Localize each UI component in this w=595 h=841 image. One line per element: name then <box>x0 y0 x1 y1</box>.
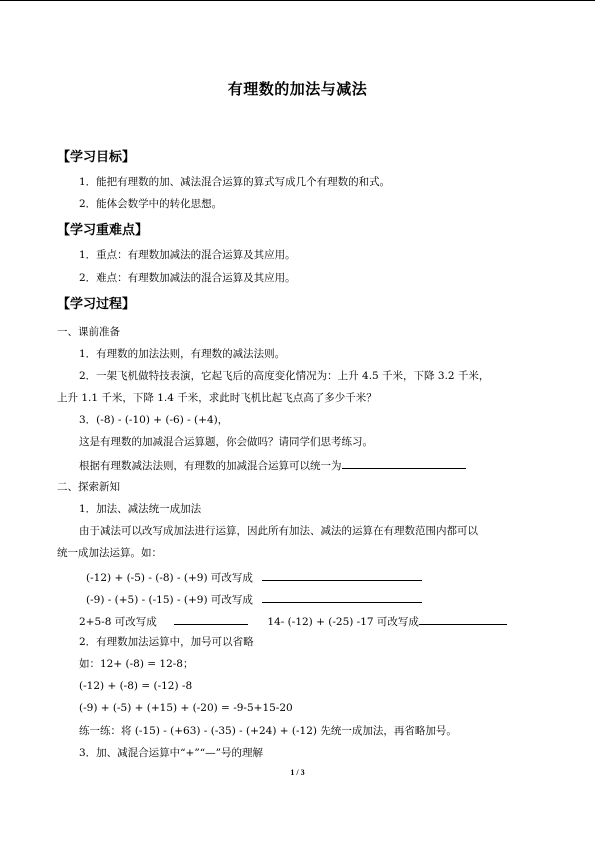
example-3-text: 2+5-8 可改写成 <box>79 616 157 628</box>
part2-sub1: 1．加法、减法统一成加法 <box>79 503 202 515</box>
example-2-text: (-9) - (+5) - (-15) - (+9) 可改写成 <box>86 594 253 606</box>
part2-sub1-line1: 由于减法可以改写成加法进行运算，因此所有加法、减法的运算在有理数范围内都可以 <box>79 525 478 537</box>
example-4-blank[interactable] <box>419 613 507 625</box>
practice-line: 练一练：将 (-15) - (+63) - (-35) - (+24) + (-12) 先统一成加法，再省略加号。 <box>79 725 457 737</box>
example-1-blank[interactable] <box>262 569 422 581</box>
key-item-2: 2．难点：有理数加减法的混合运算及其应用。 <box>79 272 296 284</box>
part2-sub2-ex2: (-12) + (-8) = (-12) -8 <box>79 680 193 692</box>
section-heading-key-points: 【学习重难点】 <box>57 223 149 238</box>
example-3-blank[interactable] <box>174 613 248 625</box>
part1-heading: 一、课前准备 <box>57 326 120 338</box>
section-heading-process: 【学习过程】 <box>57 297 136 312</box>
example-1-text: (-12) + (-5) - (-8) - (+9) 可改写成 <box>86 572 253 584</box>
example-4-text: 14- (-12) + (-25) -17 可改写成 <box>267 616 419 628</box>
answer-blank[interactable] <box>342 457 466 469</box>
part2-heading: 二、探索新知 <box>57 481 120 493</box>
part1-rule-line <box>79 457 466 473</box>
part2-sub2: 2．有理数加法运算中，加号可以省略 <box>79 636 254 648</box>
example-1 <box>86 569 422 585</box>
part1-item1: 1．有理数的加法法则，有理数的减法法则。 <box>79 348 286 360</box>
part2-sub1-line2: 统一成加法运算。如： <box>57 547 162 559</box>
goal-item-2: 2．能体会数学中的转化思想。 <box>79 198 223 210</box>
part1-item3-note: 这是有理数的加减混合运算题，你会做吗？请同学们思考练习。 <box>79 436 373 448</box>
example-3-4 <box>79 613 507 629</box>
example-2-blank[interactable] <box>262 591 422 603</box>
part1-item2-line2: 上升 1.1 千米，下降 1.4 千米，求此时飞机比起飞点高了多少千米？ <box>57 392 377 404</box>
rule-text: 根据有理数减法法则，有理数的加减混合运算可以统一为 <box>79 460 342 472</box>
key-item-1: 1．重点：有理数加减法的混合运算及其应用。 <box>79 249 296 261</box>
page-title: 有理数的加法与减法 <box>227 80 368 98</box>
part1-item2-line1: 2．一架飞机做特技表演，它起飞后的高度变化情况为：上升 4.5 千米，下降 3.2 千米， <box>79 370 490 382</box>
section-heading-goals: 【学习目标】 <box>57 150 136 165</box>
part2-sub3: 3．加、减混合运算中“+”“—”号的理解 <box>79 747 263 759</box>
part1-item3: 3．(-8) - (-10) + (-6) - (+4)， <box>79 414 229 426</box>
page-number: 1 / 3 <box>290 768 305 777</box>
example-2 <box>86 591 422 607</box>
part2-sub2-ex3: (-9) + (-5) + (+15) + (-20) = -9-5+15-20 <box>79 702 293 714</box>
goal-item-1: 1．能把有理数的加、减法混合运算的算式写成几个有理数的和式。 <box>79 176 391 188</box>
part2-sub2-ex1: 如：12+ (-8) = 12-8； <box>79 658 194 670</box>
